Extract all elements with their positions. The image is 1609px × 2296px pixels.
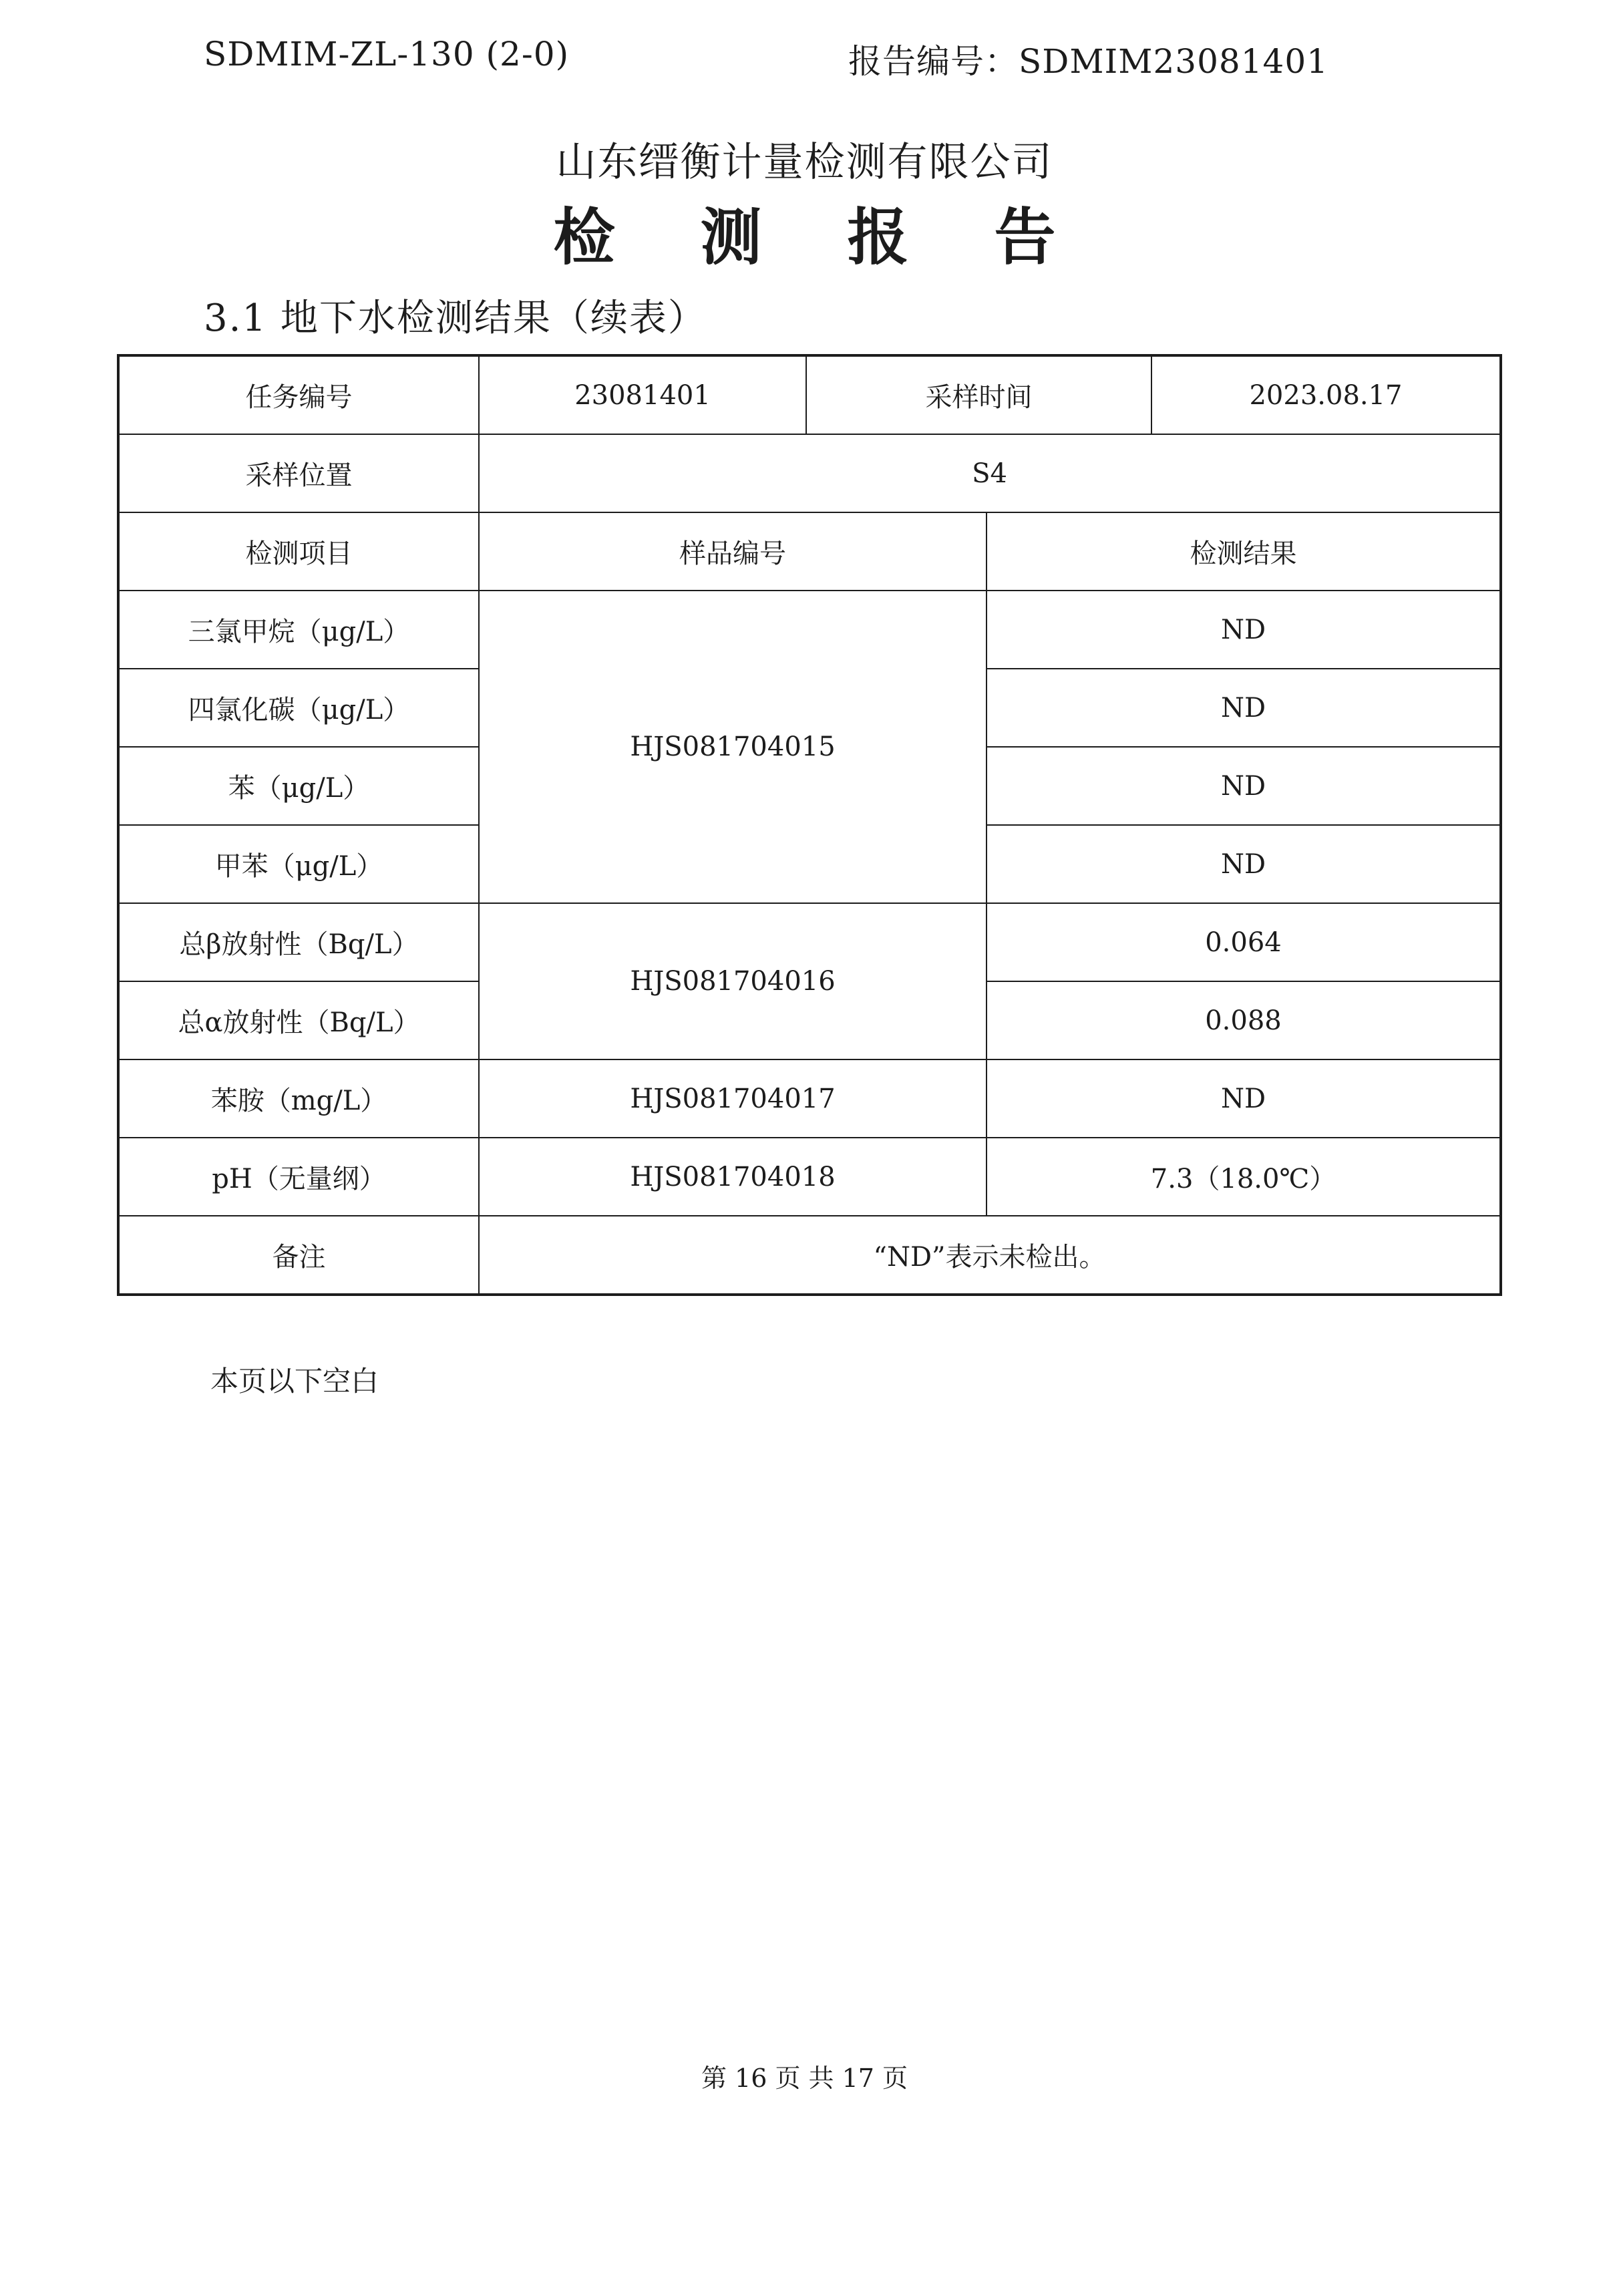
table-row bbox=[118, 434, 1501, 512]
item-cell: 三氯甲烷（μg/L） bbox=[118, 591, 479, 669]
results-table bbox=[117, 354, 1502, 1296]
location-value: S4 bbox=[479, 434, 1501, 512]
result-cell: 0.088 bbox=[987, 981, 1501, 1059]
remark-value: “ND”表示未检出。 bbox=[479, 1216, 1501, 1295]
item-cell: 总α放射性（Bq/L） bbox=[118, 981, 479, 1059]
header-item: 检测项目 bbox=[118, 512, 479, 591]
table-row bbox=[118, 355, 1501, 434]
sample-no-cell: HJS081704018 bbox=[479, 1138, 987, 1216]
result-cell: ND bbox=[987, 591, 1501, 669]
section-title: 3.1 地下水检测结果（续表） bbox=[204, 297, 707, 340]
page-footer: 第 16 页 共 17 页 bbox=[701, 2064, 908, 2093]
blank-page-note: 本页以下空白 bbox=[210, 1365, 379, 1398]
item-cell: 苯胺（mg/L） bbox=[118, 1059, 479, 1138]
sample-no-cell: HJS081704015 bbox=[479, 591, 987, 903]
task-no-value: 23081401 bbox=[479, 355, 806, 434]
sample-no-cell: HJS081704016 bbox=[479, 903, 987, 1059]
result-cell: 0.064 bbox=[987, 903, 1501, 981]
form-code: SDMIM-ZL-130 (2-0) bbox=[204, 35, 570, 73]
company-name: 山东缙衡计量检测有限公司 bbox=[556, 139, 1053, 186]
table-row bbox=[118, 1138, 1501, 1216]
remark-label: 备注 bbox=[118, 1216, 479, 1295]
location-label: 采样位置 bbox=[118, 434, 479, 512]
sample-time-value: 2023.08.17 bbox=[1249, 379, 1403, 411]
report-number-label: 报告编号： bbox=[848, 42, 1019, 81]
result-cell: ND bbox=[987, 747, 1501, 825]
result-cell: ND bbox=[987, 825, 1501, 903]
table-row bbox=[118, 903, 1501, 981]
item-cell: 苯（μg/L） bbox=[118, 747, 479, 825]
item-cell: 四氯化碳（μg/L） bbox=[118, 669, 479, 747]
report-title: 检 测 报 告 bbox=[553, 201, 1088, 273]
result-cell: ND bbox=[987, 1059, 1501, 1138]
table-row bbox=[118, 1216, 1501, 1295]
table-row bbox=[118, 591, 1501, 669]
table-row bbox=[118, 1059, 1501, 1138]
report-number bbox=[848, 35, 1328, 83]
task-no-label: 任务编号 bbox=[118, 355, 479, 434]
sample-time-label: 采样时间 bbox=[807, 357, 1152, 434]
report-number-value: SDMIM23081401 bbox=[1019, 42, 1328, 81]
item-cell: 总β放射性（Bq/L） bbox=[118, 903, 479, 981]
sample-time-cell bbox=[806, 355, 1501, 434]
sample-no-cell: HJS081704017 bbox=[479, 1059, 987, 1138]
result-cell: 7.3（18.0℃） bbox=[987, 1138, 1501, 1216]
result-cell: ND bbox=[987, 669, 1501, 747]
header-sample-no: 样品编号 bbox=[479, 512, 987, 591]
item-cell: 甲苯（μg/L） bbox=[118, 825, 479, 903]
item-cell: pH（无量纲） bbox=[118, 1138, 479, 1216]
table-row bbox=[118, 512, 1501, 591]
header-result: 检测结果 bbox=[987, 512, 1501, 591]
